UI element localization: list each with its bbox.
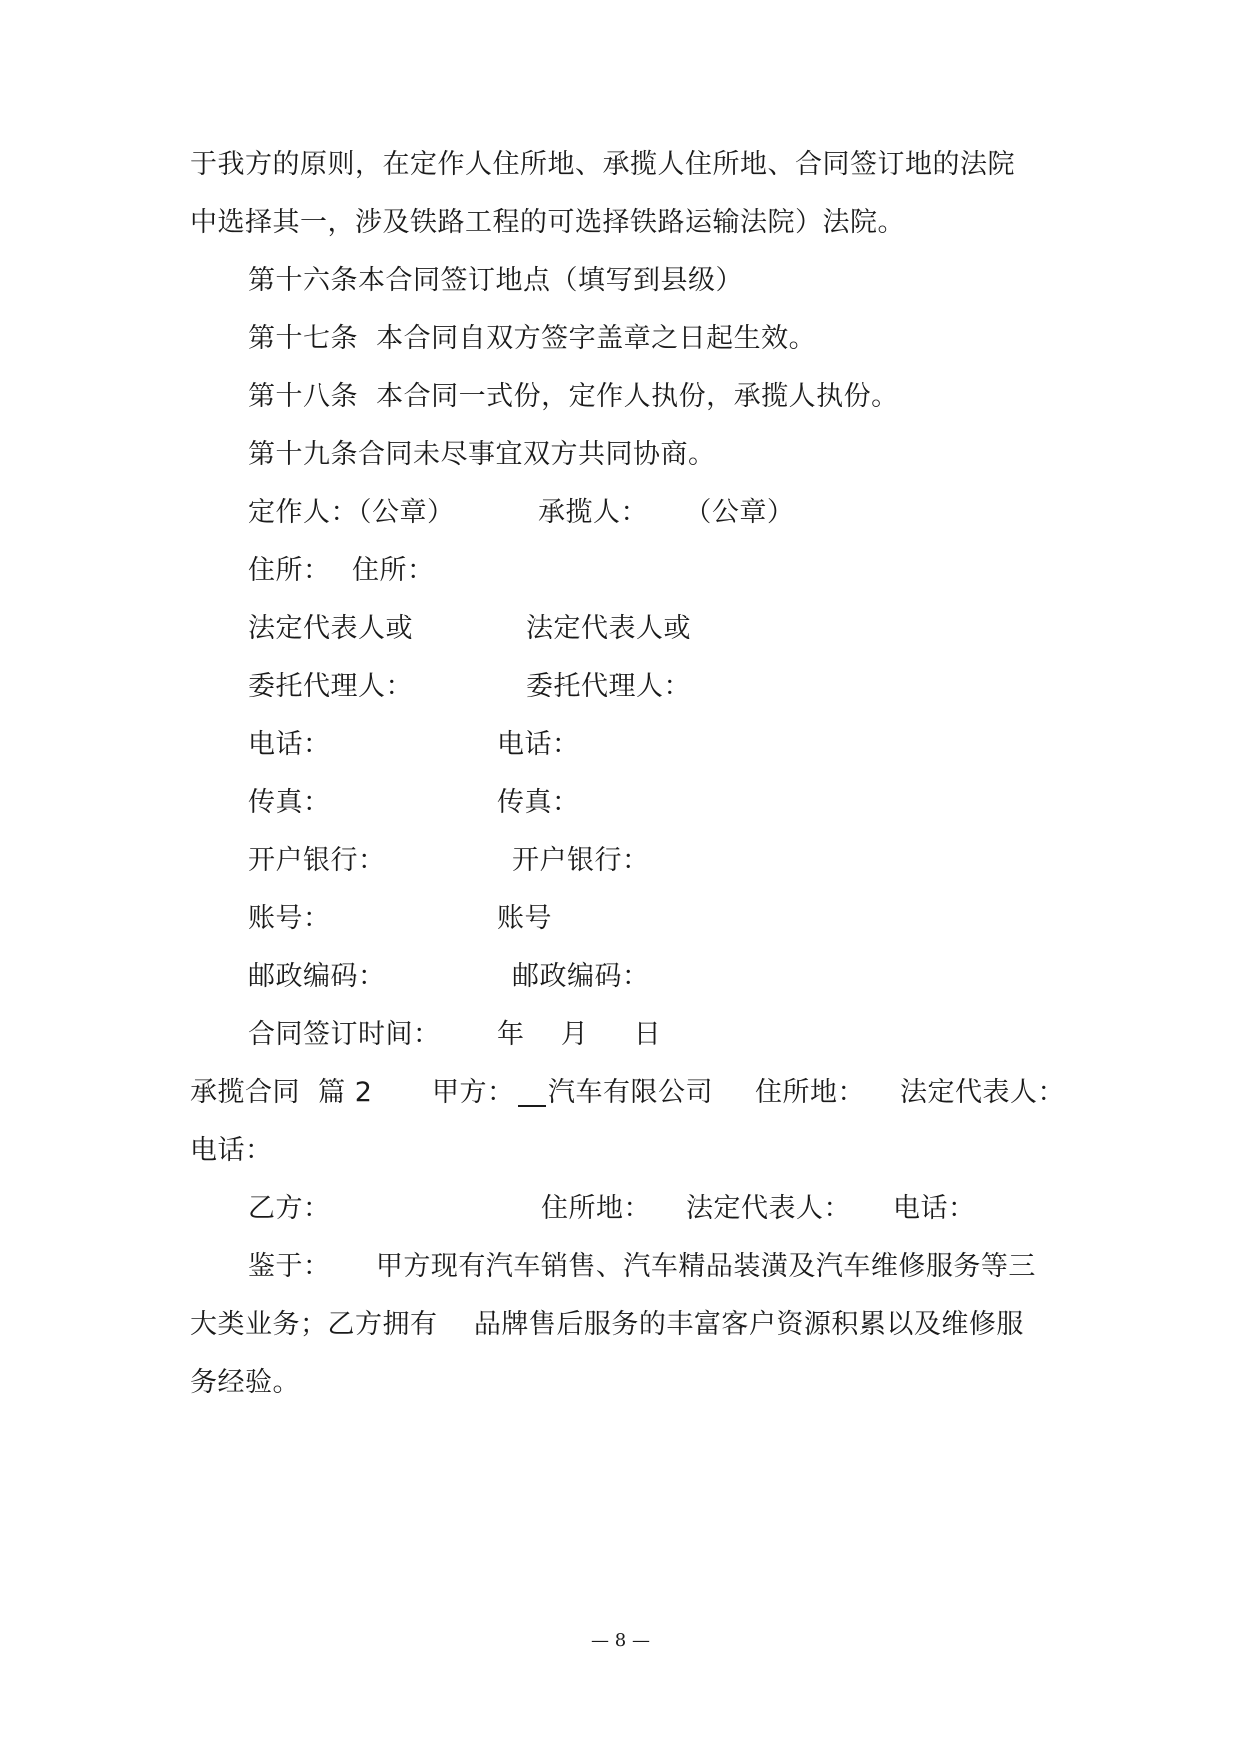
signature-undertaker-fax: 传真： [497,787,580,818]
signature-contractor-fax: 传真： [248,787,331,818]
signature-undertaker-account: 账号 [497,903,552,934]
party-a-name: 汽车有限公司 [548,1077,713,1108]
signature-undertaker-seal: 承揽人： （公章） [538,497,795,528]
signature-contractor-legal-rep: 法定代表人或 [248,613,413,644]
signature-contractor-phone: 电话： [248,729,331,760]
whereas-line-3: 务经验。 [190,1367,300,1398]
article-19: 第十九条合同未尽事宜双方共同协商。 [248,439,716,470]
signing-date-fields: 年 月 日 [497,1019,662,1050]
party-b-phone-label: 电话： [893,1193,976,1224]
party-a-legal-rep-label: 法定代表人： [900,1077,1065,1108]
whereas-line-1: 鉴于： 甲方现有汽车销售、汽车精品装潢及汽车维修服务等三 [248,1251,1036,1282]
signature-contractor-address: 住所： [248,555,331,586]
article-16: 第十六条本合同签订地点（填写到县级） [248,265,743,296]
contract-2-title: 承揽合同 篇 2 [190,1077,373,1108]
signature-undertaker-phone: 电话： [497,729,580,760]
signature-undertaker-agent: 委托代理人： [526,671,691,702]
signature-contractor-bank: 开户银行： [248,845,386,876]
party-a-address-label: 住所地： [755,1077,865,1108]
signature-undertaker-postcode: 邮政编码： [512,961,650,992]
signature-undertaker-legal-rep: 法定代表人或 [526,613,691,644]
page-number: — 8 — [591,1630,650,1651]
party-a-phone-label: 电话： [190,1135,273,1166]
signature-undertaker-bank: 开户银行： [512,845,650,876]
paragraph-continuation-line-1: 于我方的原则，在定作人住所地、承揽人住所地、合同签订地的法院 [190,149,1015,180]
party-b-label: 乙方： [248,1193,331,1224]
party-a-name-blank [518,1105,546,1107]
article-18: 第十八条 本合同一式份，定作人执份，承揽人执份。 [248,381,899,412]
signature-contractor-seal: 定作人：（公章） [248,497,455,528]
party-b-address-label: 住所地： [541,1193,651,1224]
signing-date-label: 合同签订时间： [248,1019,441,1050]
signature-contractor-postcode: 邮政编码： [248,961,386,992]
signature-contractor-account: 账号： [248,903,331,934]
paragraph-continuation-line-2: 中选择其一，涉及铁路工程的可选择铁路运输法院）法院。 [190,207,905,238]
party-b-legal-rep-label: 法定代表人： [686,1193,851,1224]
signature-contractor-agent: 委托代理人： [248,671,413,702]
party-a-label: 甲方： [432,1077,515,1108]
whereas-line-2: 大类业务；乙方拥有 品牌售后服务的丰富客户资源积累以及维修服 [190,1309,1024,1340]
article-17: 第十七条 本合同自双方签字盖章之日起生效。 [248,323,817,354]
signature-undertaker-address: 住所： [352,555,435,586]
